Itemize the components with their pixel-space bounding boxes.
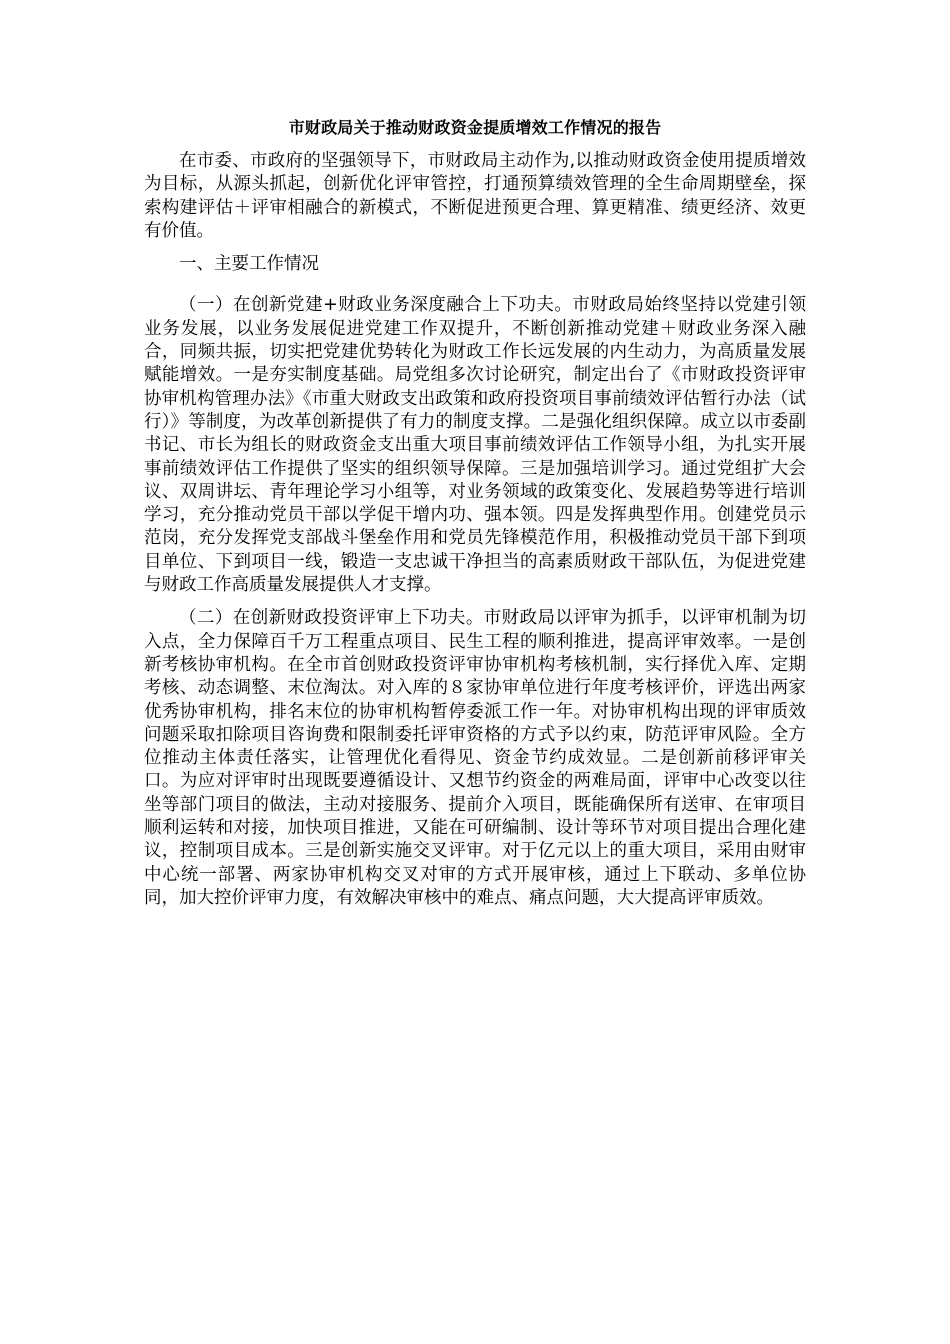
section-heading-main-work: 一、主要工作情况 — [179, 254, 319, 275]
paragraph-investment-review: （二）在创新财政投资评审上下功夫。市财政局以评审为抓手，以评审机制为切入点，全力保障百千万工程重点项目、民生工程的顺利推进，提高评审效率。一是创新考核协审机构。在全市首创财政投资评审协审机构考核机制，实行择优入库、定期考核、动态调整、末位淘汰。对入库的８家协审单位进行年度考核评价，评选出两家优秀协审机构，排名末位的协审机构暂停委派工作一年。对协审机构出现的评审质效问题采取扣除项目咨询费和限制委托评审资格的方式予以约束，防范评审风险。全方位推动主体责任落实，让管理优化看得见、资金节约成效显。二是创新前移评审关口。为应对评审时出现既要遵循设计、又想节约资金的两难局面，评审中心改变以往坐等部门项目的做法，主动对接服务、提前介入项目，既能确保所有送审、在审项目顺利运转和对接，加快项目推进，又能在可研编制、设计等环节对项目提出合理化建议，控制项目成本。三是创新实施交叉评审。对于亿元以上的重大项目，采用由财审中心统一部署、两家协审机构交叉对审的方式开展审核，通过上下联动、多单位协同，加大控价评审力度，有效解决审核中的难点、痛点问题，大大提高评审质效。 — [144, 608, 806, 908]
document-body — [144, 118, 806, 920]
document-title: 市财政局关于推动财政资金提质增效工作情况的报告 — [288, 118, 662, 137]
paragraph-party-building: （一）在创新党建+财政业务深度融合上下功夫。市财政局始终坚持以党建引领业务发展，以业务发展促进党建工作双提升，不断创新推动党建＋财政业务深入融合，同频共振，切实把党建优势转化为财政工作长远发展的内生动力，为高质量发展赋能增效。一是夯实制度基础。局党组多次讨论研究，制定出台了《市财政投资评审协审机构管理办法》《市重大财政支出政策和政府投资项目事前绩效评估暂行办法（试行）》等制度，为改革创新提供了有力的制度支撑。二是强化组织保障。成立以市委副书记、市长为组长的财政资金支出重大项目事前绩效评估工作领导小组，为扎实开展事前绩效评估工作提供了坚实的组织领导保障。三是加强培训学习。通过党组扩大会议、双周讲坛、青年理论学习小组等，对业务领域的政策变化、发展趋势等进行培训学习，充分推动党员干部以学促干增内功、强本领。四是发挥典型作用。创建党员示范岗，充分发挥党支部战斗堡垒作用和党员先锋模范作用，积极推动党员干部下到项目单位、下到项目一线，锻造一支忠诚干净担当的高素质财政干部队伍，为促进党建与财政工作高质量发展提供人才支撑。 — [144, 295, 806, 596]
intro-paragraph: 在市委、市政府的坚强领导下，市财政局主动作为,以推动财政资金使用提质增效为目标，从源头抓起，创新优化评审管控，打通预算绩效管理的全生命周期壁垒，探索构建评估＋评审相融合的新模式，不断促进预更合理、算更精准、绩更经济、效更有价值。 — [144, 151, 806, 241]
